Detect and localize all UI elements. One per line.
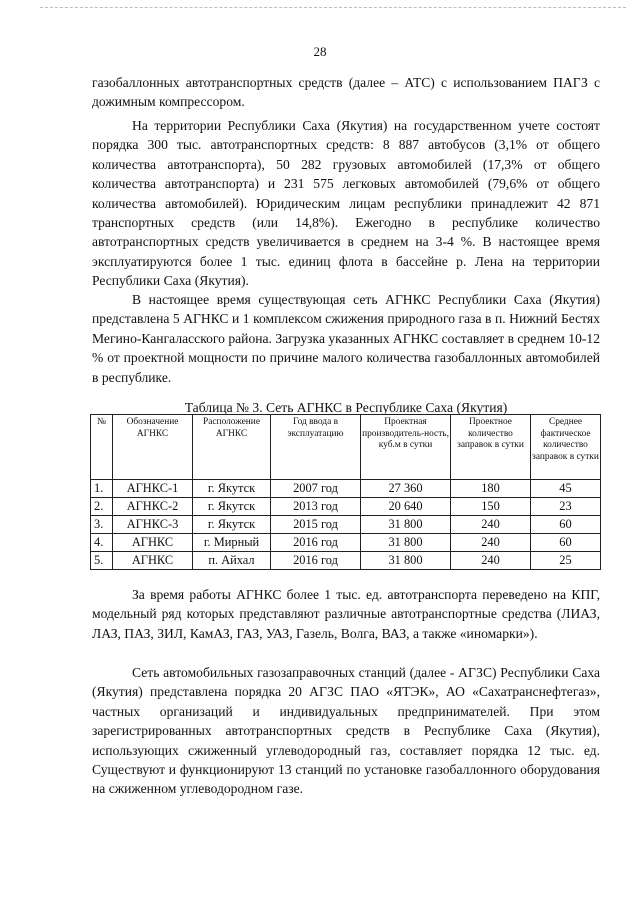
table-cell: 2013 год [271, 498, 361, 516]
table-cell: АГНКС-1 [113, 480, 193, 498]
agnks-table [90, 414, 601, 570]
table-cell: АГНКС [113, 534, 193, 552]
table-cell: 5. [91, 552, 113, 570]
table-caption: Таблица № 3. Сеть АГНКС в Республике Саха (Якутия) [184, 400, 508, 415]
header-cell: Расположение АГНКС [193, 415, 271, 480]
table-cell: 2016 год [271, 552, 361, 570]
header-cell: Проектная производитель-ность, куб.м в сутки [361, 415, 451, 480]
table-cell: 60 [531, 516, 601, 534]
paragraph-vehicle-stats [92, 116, 600, 291]
table-cell: 31 800 [361, 534, 451, 552]
paragraph-text: В настоящее время существующая сеть АГНКС Республики Саха (Якутия) представлена 5 АГНКС и 1 комплексом сжижения природного газа в п. Нижний Бестях Мегино-Кангаласского района. Загрузка указанных АГНКС составляет в среднем 10-12 % от проектной мощности по причине малого количества газобаллонных автомобилей в республике. [92, 292, 601, 385]
table-cell: г. Якутск [193, 498, 271, 516]
table-cell: 2007 год [271, 480, 361, 498]
table-row [91, 534, 601, 552]
table-cell: 31 800 [361, 552, 451, 570]
table-cell: 180 [451, 480, 531, 498]
table-row [91, 480, 601, 498]
header-cell: Обозначение АГНКС [113, 415, 193, 480]
paragraph-kpg-conversion [92, 585, 600, 643]
table-header-row [91, 415, 601, 480]
scan-edge-line [40, 7, 626, 8]
table-cell: 150 [451, 498, 531, 516]
table-cell: 240 [451, 516, 531, 534]
table-cell: 240 [451, 552, 531, 570]
table-cell: г. Якутск [193, 516, 271, 534]
table-cell: 20 640 [361, 498, 451, 516]
table-cell: АГНКС-2 [113, 498, 193, 516]
table-cell: 25 [531, 552, 601, 570]
table-cell: г. Якутск [193, 480, 271, 498]
table-cell: АГНКС-3 [113, 516, 193, 534]
paragraph-text: Сеть автомобильных газозаправочных станций (далее - АГЗС) Республики Саха (Якутия) представлена порядка 20 АГЗС ПАО «ЯТЭК», АО «Сахатранснефтегаз», частных организаций и индивидуальных предпринимателей. При этом зарегистрированных автотранспортных средств в Республике Саха (Якутия), использующих сжиженный углеводородный газ, составляет порядка 12 тыс. ед. Существуют и функционируют 13 станций по установке газобаллонного оборудования на сжиженном углеводородном газе. [92, 665, 600, 797]
page-number: 28 [313, 44, 327, 59]
paragraph-text: За время работы АГНКС более 1 тыс. ед. автотранспорта переведено на КПГ, модельный ряд которых представляют различные автотранспортные средства (ЛИАЗ, ЛАЗ, ПАЗ, ЗИЛ, КамАЗ, ГАЗ, УАЗ, Газель, Волга, ВАЗ, а также «иномарки»). [92, 587, 600, 641]
paragraph-agzs-network [92, 663, 600, 799]
table-row [91, 552, 601, 570]
table-cell: 2. [91, 498, 113, 516]
table-cell: 45 [531, 480, 601, 498]
paragraph-agnks-network [92, 290, 600, 387]
table-cell: АГНКС [113, 552, 193, 570]
table-cell: 60 [531, 534, 601, 552]
table-cell: г. Мирный [193, 534, 271, 552]
table-cell: 1. [91, 480, 113, 498]
table-row [91, 516, 601, 534]
paragraph-text: газобаллонных автотранспортных средств (далее – АТС) с использованием ПАГЗ с дожимным компрессором. [92, 75, 600, 110]
table-cell: 31 800 [361, 516, 451, 534]
table-cell: 27 360 [361, 480, 451, 498]
paragraph-text: На территории Республики Саха (Якутия) на государственном учете состоят порядка 300 тыс. автотранспортных средств: 8 887 автобусов (3,1% от общего количества автотранспорта), 50 282 грузовых автомобилей (17,3% от общего количества автотранспорта) и 231 575 легковых автомобилей (79,6% от общего количества автомобилей). Юридическим лицам республики принадлежит 42 871 транспортных средств (или 14,8%). Ежегодно в республике количество автотранспортных средств увеличивается в среднем на 3-4 %. В настоящее время эксплуатируются более 1 тыс. единиц флота в бассейне р. Лена на территории Республики Саха (Якутия). [92, 118, 600, 289]
table-cell: п. Айхал [193, 552, 271, 570]
table-cell: 2016 год [271, 534, 361, 552]
header-cell: Проектное количество заправок в сутки [451, 415, 531, 480]
table-cell: 4. [91, 534, 113, 552]
table-cell: 23 [531, 498, 601, 516]
table-cell: 2015 год [271, 516, 361, 534]
table-cell: 3. [91, 516, 113, 534]
header-cell: Год ввода в эксплуатацию [271, 415, 361, 480]
table-row [91, 498, 601, 516]
paragraph-atc-intro [92, 73, 600, 112]
header-cell: Среднее фактическое количество заправок в сутки [531, 415, 601, 480]
header-cell: № [91, 415, 113, 480]
table-cell: 240 [451, 534, 531, 552]
